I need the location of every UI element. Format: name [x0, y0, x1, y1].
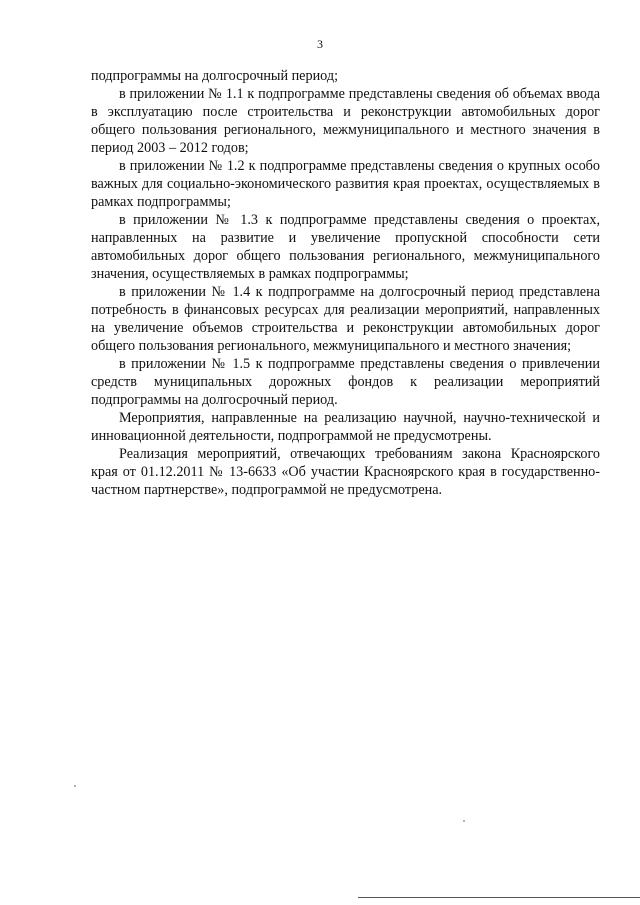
paragraph-continuation: подпрограммы на долгосрочный период; — [91, 68, 339, 84]
paragraph-research-activities: Мероприятия, направленные на реализацию научной, научно-технической и инновационной деятельности, подпрограммой не предусмотрены. — [91, 410, 600, 444]
paragraph-public-private-partnership: Реализация мероприятий, отвечающих требованиям закона Красноярского края от 01.12.2011 № 13-6633 «Об участии Красноярского края в государственно-частном партнерстве», подпрограммой не предусмотрена. — [91, 446, 600, 498]
paragraph-appendix-1-1: в приложении № 1.1 к подпрограмме представлены сведения об объемах ввода в эксплуатацию после строительства и реконструкции автомобильных дорог общего пользования регионального, межмуниципального и местного значения в период 2003 – 2012 годов; — [91, 86, 600, 156]
paragraph-appendix-1-3: в приложении № 1.3 к подпрограмме представлены сведения о проектах, направленных на развитие и увеличение пропускной способности сети автомобильных дорог общего пользования регионального, межмуниципального значения, осуществляемых в рамках подпрограммы; — [91, 212, 600, 282]
scan-edge-line — [358, 897, 640, 898]
scan-artifact-dot — [74, 785, 76, 787]
paragraph-appendix-1-4: в приложении № 1.4 к подпрограмме на долгосрочный период представлена потребность в финансовых ресурсах для реализации мероприятий, направленных на увеличение объемов строительства и реконструкции автомобильных дорог общего пользования регионального, межмуниципального и местного значения; — [91, 284, 600, 354]
document-body — [91, 67, 600, 499]
paragraph-appendix-1-2: в приложении № 1.2 к подпрограмме представлены сведения о крупных особо важных для социально-экономического развития края проектах, осуществляемых в рамках подпрограммы; — [91, 158, 600, 210]
page-number: 3 — [317, 37, 323, 51]
scan-artifact-dot — [463, 820, 465, 822]
paragraph-appendix-1-5: в приложении № 1.5 к подпрограмме представлены сведения о привлечении средств муниципальных дорожных фондов к реализации мероприятий подпрограммы на долгосрочный период. — [91, 356, 600, 408]
